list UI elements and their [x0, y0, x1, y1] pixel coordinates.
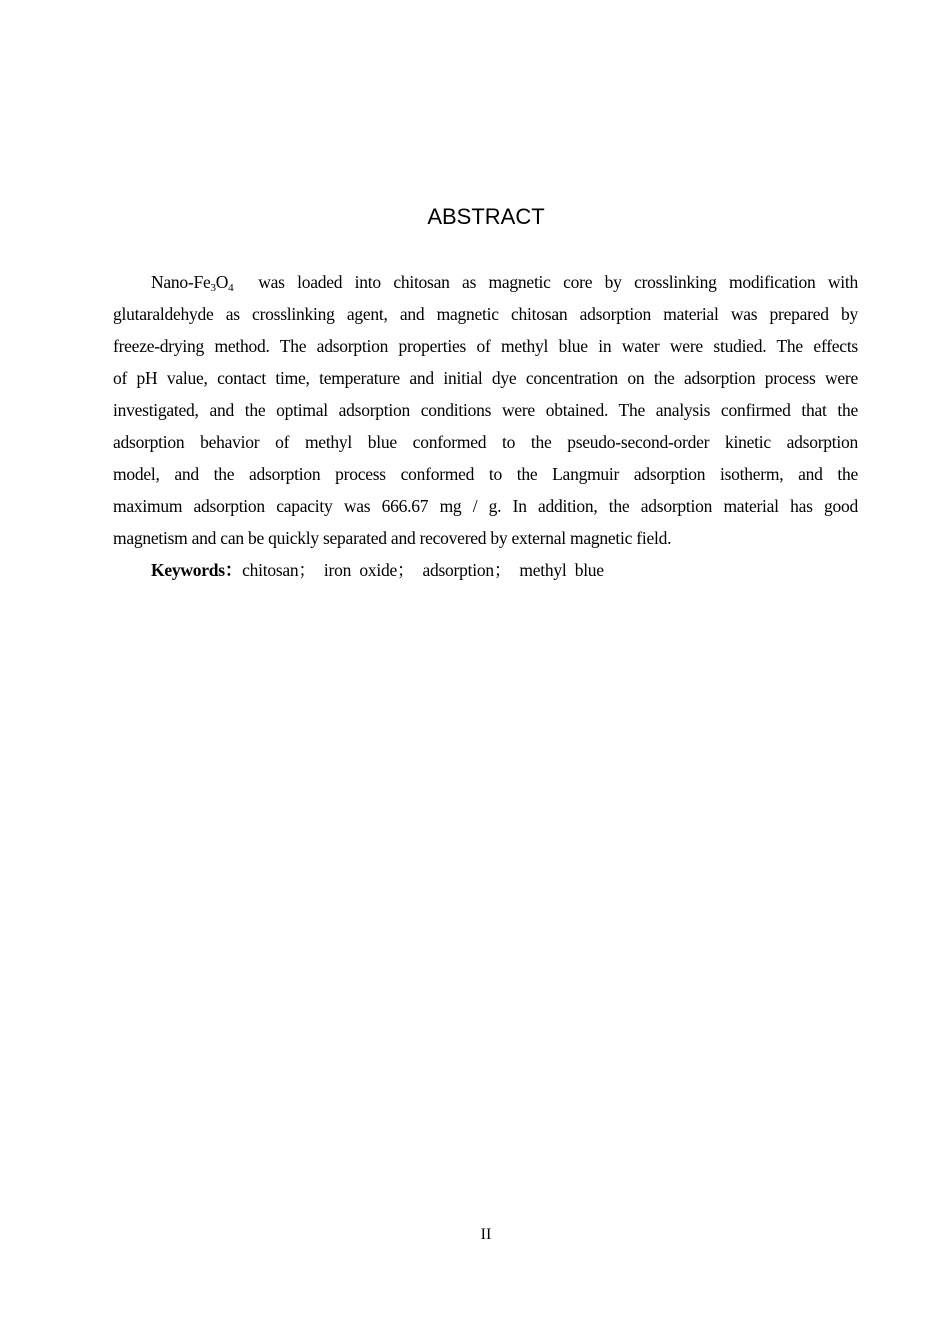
- abstract-line: [113, 268, 858, 300]
- text-run: Nano-Fe: [151, 272, 211, 292]
- subscript: 4: [228, 282, 234, 294]
- keywords-label: Keywords：: [151, 560, 243, 580]
- abstract-line: freeze-drying method. The adsorption properties of methyl blue in water were studied. The effects: [113, 336, 858, 356]
- keywords-text: chitosan； iron oxide； adsorption； methyl blue: [242, 560, 604, 580]
- page-title: ABSTRACT: [427, 204, 545, 229]
- text-run: was loaded into chitosan as magnetic core by crosslinking modification with: [233, 272, 858, 292]
- abstract-line: glutaraldehyde as crosslinking agent, and magnetic chitosan adsorption material was prepared by: [113, 304, 858, 324]
- keywords: [113, 556, 858, 584]
- abstract-body: [113, 268, 858, 584]
- text-run: O: [215, 272, 229, 292]
- abstract-line: magnetism and can be quickly separated and recovered by external magnetic field.: [113, 528, 672, 548]
- abstract-line: of pH value, contact time, temperature and initial dye concentration on the adsorption process were: [113, 368, 858, 388]
- abstract-line: maximum adsorption capacity was 666.67 mg / g. In addition, the adsorption material has good: [113, 496, 858, 516]
- abstract-line: investigated, and the optimal adsorption conditions were obtained. The analysis confirmed that the: [113, 400, 858, 420]
- page-number: II: [480, 1226, 492, 1243]
- abstract-line: adsorption behavior of methyl blue conformed to the pseudo-second-order kinetic adsorption: [113, 432, 858, 452]
- abstract-line: model, and the adsorption process conformed to the Langmuir adsorption isotherm, and the: [113, 464, 858, 484]
- subscript: 3: [210, 282, 216, 294]
